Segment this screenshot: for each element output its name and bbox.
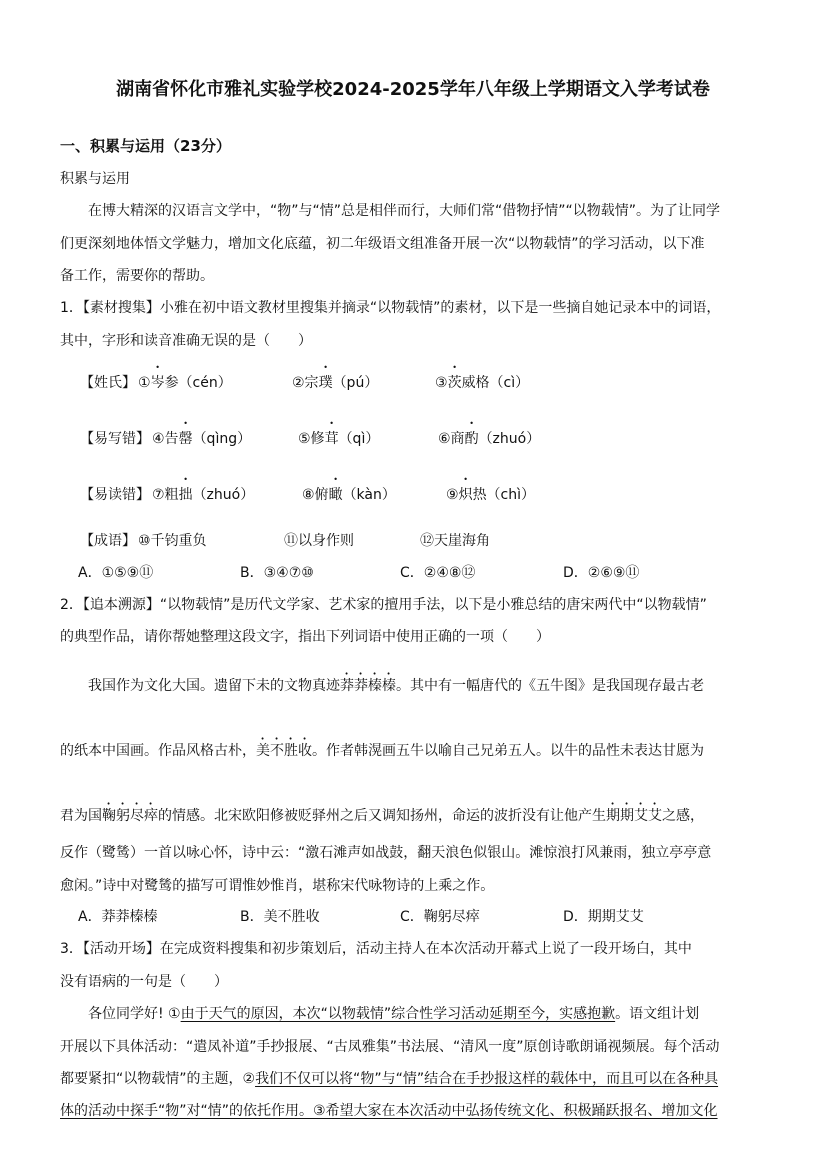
intro-line-3: 备工作，需要你的帮助。 [60, 268, 214, 284]
q3-passage-line-2: 开展以下具体活动：“遣凤补道”手抄报展、“古凤雅集”书法展、“清风一度”原创诗歌朗诵视频展。每个活动 [60, 1039, 720, 1055]
row-label: 【成语】 [80, 533, 136, 549]
q2-passage-line-2: 的纸本中国画。作品风格古朴，美不胜收。作者韩滉画五牛以喻自己兄弟五人。以牛的品性未表达甘愿为 [60, 743, 704, 759]
q2-passage-line-5: 愈闲。”诗中对鹭鸶的描写可谓惟妙惟肖，堪称宋代咏物诗的上乘之作。 [60, 878, 495, 894]
q1-item-4: ④告罄（qìng） [152, 431, 252, 447]
q3-passage-line-1: 各位同学好! ①由于天气的原因，本次“以物载情”综合性学习活动延期至今，实感抱歉。语文组计划 [88, 1006, 700, 1022]
row-label: 【易写错】 [80, 431, 150, 447]
q2-option-d[interactable]: D．期期艾艾 [563, 909, 644, 925]
q1-option-c[interactable]: C．②④⑧⑫ [400, 565, 476, 581]
q1-item-8: ⑧俯瞰（kàn） [302, 487, 396, 503]
q1-item-5: ⑤修茸（qì） [298, 431, 380, 447]
q2-option-a[interactable]: A．莽莽榛榛 [78, 909, 158, 925]
q1-item-9: ⑨炽热（chì） [446, 487, 536, 503]
idiom-10: ⑩千钧重负 [138, 533, 207, 549]
q1-option-b[interactable]: B．③④⑦⑩ [240, 565, 314, 581]
q1-item-1: ①岑参（cén） [138, 375, 232, 391]
q3-passage-line-4: 体的活动中探手“物”对“情”的依托作用。③希望大家在本次活动中弘扬传统文化、积极踊跃报名、增加文化 [60, 1103, 718, 1119]
dotted-word: 鞠躬尽瘁 [102, 808, 158, 824]
q1-item-2: ②宗璞（pú） [292, 375, 379, 391]
q3-stem-line-2: 没有语病的一句是（ ） [60, 974, 228, 990]
q1-stem-line-2: 其中，字形和读音准确无误的是（ ） [60, 333, 312, 349]
underlined-sentence-1: 由于天气的原因，本次“以物载情”综合性学习活动延期至今，实感抱歉 [180, 1006, 616, 1022]
row-label: 【易读错】 [80, 487, 150, 503]
q2-option-b[interactable]: B．美不胜收 [240, 909, 320, 925]
underlined-sentence-2: 我们不仅可以将“物”与“情”结合在手抄报这样的载体中，而且可以在各种具 [255, 1071, 719, 1087]
section-heading: 一、积累与运用（23分） [60, 137, 231, 155]
dotted-word: 期期艾艾 [606, 808, 662, 824]
q2-passage-line-1: 我国作为文化大国。遗留下未的文物真迹莽莽榛榛。其中有一幅唐代的《五牛图》是我国现存最古老 [88, 678, 704, 694]
dotted-word: 美不胜收 [256, 743, 312, 759]
intro-line-2: 们更深刻地体悟文学魅力，增加文化底蕴，初二年级语文组准备开展一次“以物载情”的学习活动，以下准 [60, 236, 705, 252]
q2-passage-line-3: 君为国鞠躬尽瘁的情感。北宋欧阳修被贬驿州之后又调知扬州，命运的波折没有让他产生期期艾艾之感， [60, 808, 704, 824]
q2-stem-line-2: 的典型作品，请你帮她整理这段文字，指出下列词语中使用正确的一项（ ） [60, 629, 550, 645]
q1-item-3: ③茨威格（cì） [435, 375, 530, 391]
q2-passage-line-4: 反作（鹭鸶）一首以咏心怀，诗中云：“激石滩声如战鼓，翻天浪色似银山。滩惊浪打风兼雨，独立亭亭意 [60, 845, 712, 861]
dotted-word: 莽莽榛榛 [340, 678, 396, 694]
q1-stem-line-1: 1．【素材搜集】小雅在初中语文教材里搜集并摘录“以物载情”的素材，以下是一些摘自她记录本中的词语， [60, 300, 721, 316]
idiom-11: ⑪以身作则 [284, 533, 354, 549]
page-title: 湖南省怀化市雅礼实验学校2024-2025学年八年级上学期语文入学考试卷 [116, 79, 710, 100]
q1-item-7: ⑦粗拙（zhuó） [152, 487, 255, 503]
q1-option-d[interactable]: D．②⑥⑨⑪ [563, 565, 640, 581]
q1-option-a[interactable]: A．①⑤⑨⑪ [78, 565, 154, 581]
q3-stem-line-1: 3．【活动开场】在完成资料搜集和初步策划后，活动主持人在本次活动开幕式上说了一段开场白，其中 [60, 941, 692, 957]
q2-stem-line-1: 2．【追本溯源】“以物载情”是历代文学家、艺术家的擅用手法，以下是小雅总结的唐宋两代中“以物载情” [60, 597, 707, 613]
q2-option-c[interactable]: C．鞠躬尽瘁 [400, 909, 480, 925]
row-label: 【姓氏】 [80, 375, 136, 391]
idiom-12: ⑫天崖海角 [420, 533, 490, 549]
q1-item-6: ⑥商酌（zhuó） [438, 431, 541, 447]
intro-line-1: 在博大精深的汉语言文学中，“物”与“情”总是相伴而行，大师们常“借物抒情”“以物载情”。为了让同学 [88, 203, 721, 219]
q3-passage-line-3: 都要紧扣“以物载情”的主题，②我们不仅可以将“物”与“情”结合在手抄报这样的载体中，而且可以在各种具 [60, 1071, 719, 1087]
section-subheading: 积累与运用 [60, 171, 130, 187]
